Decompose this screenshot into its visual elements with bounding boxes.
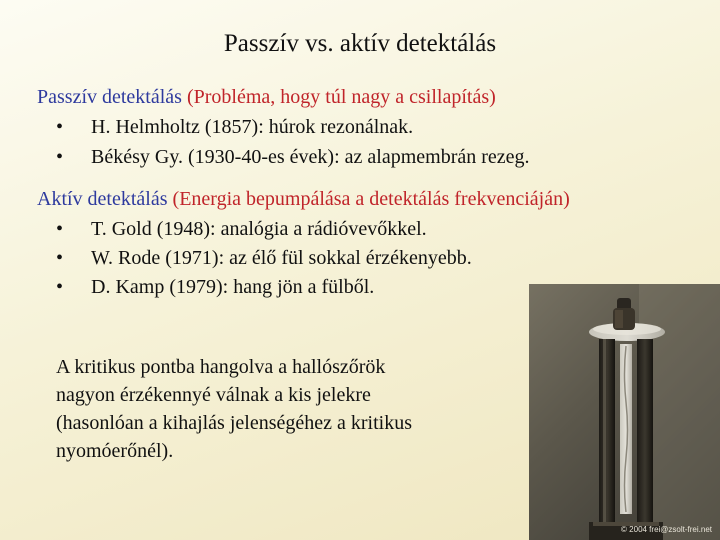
active-heading: Aktív detektálás [37, 188, 168, 210]
photo-credit: © 2004 frei@zsolt-frei.net [621, 525, 712, 534]
active-heading-line [37, 188, 570, 211]
list-item [56, 276, 374, 299]
bullet-icon: • [56, 218, 64, 240]
list-item [56, 247, 472, 270]
passive-note: (Probléma, hogy túl nagy a csillapítás) [186, 86, 496, 108]
passive-heading-line [37, 86, 496, 109]
list-item-text: T. Gold (1948): analógia a rádióvevőkkel. [91, 218, 427, 240]
summary-text: A kritikus pontba hangolva a hallószőrök nagyon érzékennyé válnak a kis jelekre (hasonlóan a kihajlás jelenségéhez a kritikus nyomóerőnél). [56, 356, 412, 462]
passive-heading: Passzív detektálás [37, 86, 182, 108]
list-item [56, 116, 413, 139]
bullet-icon: • [56, 146, 64, 168]
active-note: (Energia bepumpálása a detektálás frekvenciáján) [172, 188, 570, 210]
list-item [56, 218, 427, 241]
list-item-text: Békésy Gy. (1930-40-es évek): az alapmembrán rezeg. [91, 146, 530, 168]
list-item-text: W. Rode (1971): az élő fül sokkal érzékenyebb. [91, 247, 472, 269]
apparatus-photo [529, 284, 720, 540]
bullet-icon: • [56, 116, 64, 138]
list-item [56, 146, 530, 169]
list-item-text: D. Kamp (1979): hang jön a fülből. [91, 276, 375, 298]
bullet-icon: • [56, 247, 64, 269]
bullet-icon: • [56, 276, 64, 298]
slide-title: Passzív vs. aktív detektálás [223, 30, 497, 57]
apparatus-illustration [529, 284, 720, 540]
list-item-text: H. Helmholtz (1857): húrok rezonálnak. [91, 116, 414, 138]
